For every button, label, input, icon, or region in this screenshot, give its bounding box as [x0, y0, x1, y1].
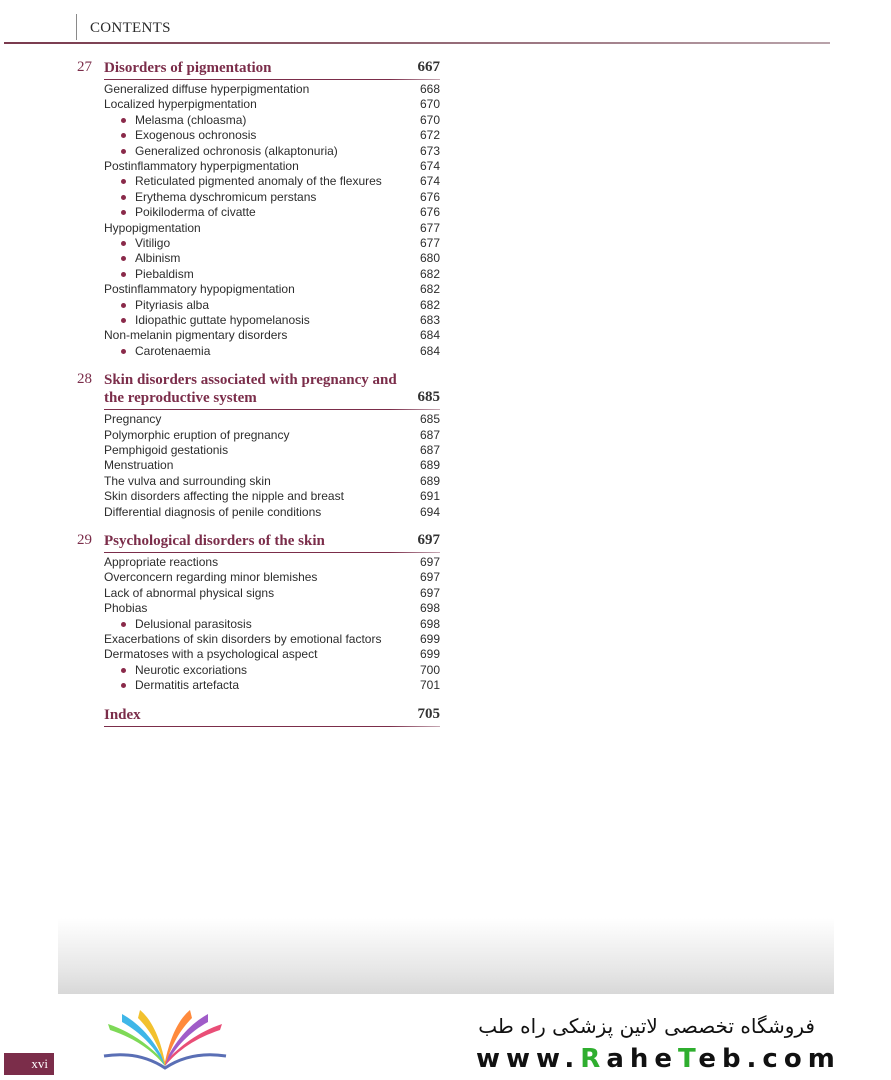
toc-subentry[interactable] [120, 113, 440, 128]
entry-page-number: 689 [419, 473, 440, 488]
entry-title: Phobias [104, 601, 148, 616]
toc-entry[interactable] [104, 428, 440, 443]
chapter-title[interactable]: Skin disorders associated with pregnancy and the reproductive system [104, 372, 397, 407]
toc-subentry[interactable] [120, 267, 440, 282]
toc-entry[interactable] [104, 505, 440, 520]
entry-title: Dermatoses with a psychological aspect [104, 647, 318, 662]
entry-title: Erythema dyschromicum perstans [135, 189, 317, 204]
entry-title: Carotenaemia [135, 343, 211, 358]
bullet-icon [121, 303, 126, 308]
entry-page-number: 673 [419, 143, 440, 158]
entry-page-number: 689 [419, 458, 440, 473]
entry-page-number: 687 [419, 443, 440, 457]
entry-title: Exogenous ochronosis [135, 128, 257, 143]
entry-page-number: 699 [419, 647, 440, 662]
entry-page-number: 684 [419, 328, 440, 343]
toc-entry[interactable] [104, 474, 440, 489]
entry-title: Vitiligo [135, 236, 171, 250]
toc-entry[interactable] [104, 412, 440, 427]
entry-page-number: 677 [419, 236, 440, 250]
entry-title: Exacerbations of skin disorders by emotional factors [104, 632, 382, 646]
entry-title: Lack of abnormal physical signs [104, 585, 275, 600]
entry-page-number: 685 [419, 412, 440, 427]
header-divider [76, 14, 77, 40]
bullet-icon [121, 256, 126, 261]
entry-title: Pityriasis alba [135, 297, 210, 312]
entry-page-number: 676 [419, 205, 440, 220]
toc-entry[interactable] [104, 586, 440, 601]
entry-title: Overconcern regarding minor blemishes [104, 570, 318, 585]
entry-title: The vulva and surrounding skin [104, 473, 271, 488]
entry-page-number: 670 [419, 97, 440, 112]
bullet-icon [121, 133, 126, 138]
entry-title: Melasma (chloasma) [135, 112, 247, 127]
page-number: xvi [31, 1056, 48, 1071]
entry-page-number: 691 [419, 489, 440, 504]
chapter-number: 29 [77, 532, 92, 548]
entry-page-number: 682 [419, 266, 440, 281]
entry-page-number: 697 [419, 555, 440, 569]
chapter-page-number: 685 [417, 389, 440, 406]
entry-title: Polymorphic eruption of pregnancy [104, 427, 290, 442]
entry-page-number: 682 [419, 297, 440, 312]
entry-page-number: 672 [419, 128, 440, 143]
watermark-url: www.RaheTeb.com [476, 1044, 841, 1074]
watermark-persian-text: فروشگاه تخصصی لاتین پزشکی راه طب [478, 1014, 815, 1038]
entry-page-number: 682 [419, 282, 440, 297]
bullet-icon [121, 683, 126, 688]
entry-title: Albinism [135, 251, 181, 266]
toc-entry[interactable] [104, 555, 440, 570]
bullet-icon [121, 149, 126, 154]
toc-entry[interactable] [104, 82, 440, 97]
toc-entry[interactable] [104, 489, 440, 504]
toc-entry[interactable] [104, 601, 440, 616]
toc-entry[interactable] [104, 570, 440, 585]
entry-title: Appropriate reactions [104, 555, 219, 569]
entry-page-number: 698 [419, 601, 440, 616]
entry-title: Skin disorders affecting the nipple and breast [104, 489, 344, 504]
entry-title: Menstruation [104, 458, 174, 473]
entry-page-number: 697 [419, 585, 440, 600]
entry-title: Pemphigoid gestationis [104, 443, 229, 457]
toc-subentry[interactable] [120, 344, 440, 359]
toc-entry[interactable] [104, 159, 440, 174]
bullet-icon [121, 179, 126, 184]
toc-subentry[interactable] [120, 144, 440, 159]
toc-entry[interactable] [104, 328, 440, 343]
entry-title: Reticulated pigmented anomaly of the flexures [135, 174, 382, 189]
entry-title: Idiopathic guttate hypomelanosis [135, 313, 310, 327]
toc-subentry[interactable] [120, 174, 440, 189]
toc-entry[interactable] [104, 458, 440, 473]
bullet-icon [121, 195, 126, 200]
chapter-number: 28 [77, 371, 92, 388]
bullet-icon [121, 349, 126, 354]
entry-title: Pregnancy [104, 412, 162, 427]
entry-page-number: 668 [419, 82, 440, 96]
bullet-icon [121, 241, 126, 246]
entry-page-number: 670 [419, 112, 440, 127]
entry-page-number: 699 [419, 632, 440, 646]
chapter-title[interactable]: Index [104, 706, 141, 723]
toc-subentry[interactable] [120, 128, 440, 143]
entry-page-number: 683 [419, 313, 440, 327]
book-logo-icon [100, 1010, 230, 1072]
entry-page-number: 674 [419, 174, 440, 189]
entry-title: Non-melanin pigmentary disorders [104, 328, 288, 343]
toc-subentry[interactable] [120, 298, 440, 313]
entry-title: Postinflammatory hyperpigmentation [104, 159, 299, 173]
toc-subentry[interactable] [120, 663, 440, 678]
entry-title: Localized hyperpigmentation [104, 97, 257, 112]
entry-page-number: 687 [419, 427, 440, 442]
bullet-icon [121, 318, 126, 323]
entry-title: Dermatitis artefacta [135, 678, 240, 693]
bullet-icon [121, 210, 126, 215]
toc-subentry[interactable] [120, 313, 440, 328]
page-shadow [58, 918, 834, 994]
entry-title: Hypopigmentation [104, 220, 201, 235]
bullet-icon [121, 272, 126, 277]
bullet-icon [121, 118, 126, 123]
toc-entry[interactable] [104, 97, 440, 112]
toc-subentry[interactable] [120, 190, 440, 205]
entry-page-number: 701 [419, 678, 440, 693]
entry-page-number: 698 [419, 616, 440, 631]
entry-title: Generalized ochronosis (alkaptonuria) [135, 143, 338, 158]
toc-entry[interactable] [104, 632, 440, 647]
entry-page-number: 700 [419, 662, 440, 677]
toc-subentry[interactable] [120, 678, 440, 693]
entry-title: Neurotic excoriations [135, 662, 248, 677]
toc-subentry[interactable] [120, 617, 440, 632]
toc-subentry[interactable] [120, 251, 440, 266]
bullet-icon [121, 622, 126, 627]
header-rule [4, 42, 830, 44]
entry-title: Generalized diffuse hyperpigmentation [104, 82, 310, 96]
entry-page-number: 694 [419, 504, 440, 519]
chapter-rule [104, 409, 440, 410]
chapter-page-number: 705 [417, 705, 440, 722]
toc-entry[interactable] [104, 443, 440, 458]
entry-page-number: 684 [419, 343, 440, 358]
chapter-page-number: 697 [417, 532, 440, 548]
toc-entry[interactable] [104, 647, 440, 662]
entry-title: Poikiloderma of civatte [135, 205, 256, 220]
entry-page-number: 674 [419, 159, 440, 173]
entry-title: Piebaldism [135, 266, 194, 281]
toc-entry[interactable] [104, 282, 440, 297]
chapter-rule [104, 79, 440, 80]
entry-title: Differential diagnosis of penile conditions [104, 504, 322, 519]
entry-title: Delusional parasitosis [135, 616, 252, 631]
chapter-page-number: 667 [417, 59, 440, 75]
entry-page-number: 676 [419, 189, 440, 204]
toc-entry[interactable] [104, 221, 440, 236]
toc-subentry[interactable] [120, 236, 440, 251]
chapter-number: 27 [77, 59, 92, 75]
chapter-rule [104, 552, 440, 553]
entry-page-number: 697 [419, 570, 440, 585]
chapter-rule [104, 726, 440, 727]
entry-title: Postinflammatory hypopigmentation [104, 282, 295, 297]
running-header: CONTENTS [90, 20, 171, 36]
bullet-icon [121, 668, 126, 673]
entry-page-number: 680 [419, 251, 440, 266]
entry-page-number: 677 [419, 220, 440, 235]
page-number-tab [4, 1053, 54, 1075]
toc-subentry[interactable] [120, 205, 440, 220]
chapter-title[interactable]: Disorders of pigmentation [104, 60, 272, 76]
chapter-title[interactable]: Psychological disorders of the skin [104, 533, 325, 549]
